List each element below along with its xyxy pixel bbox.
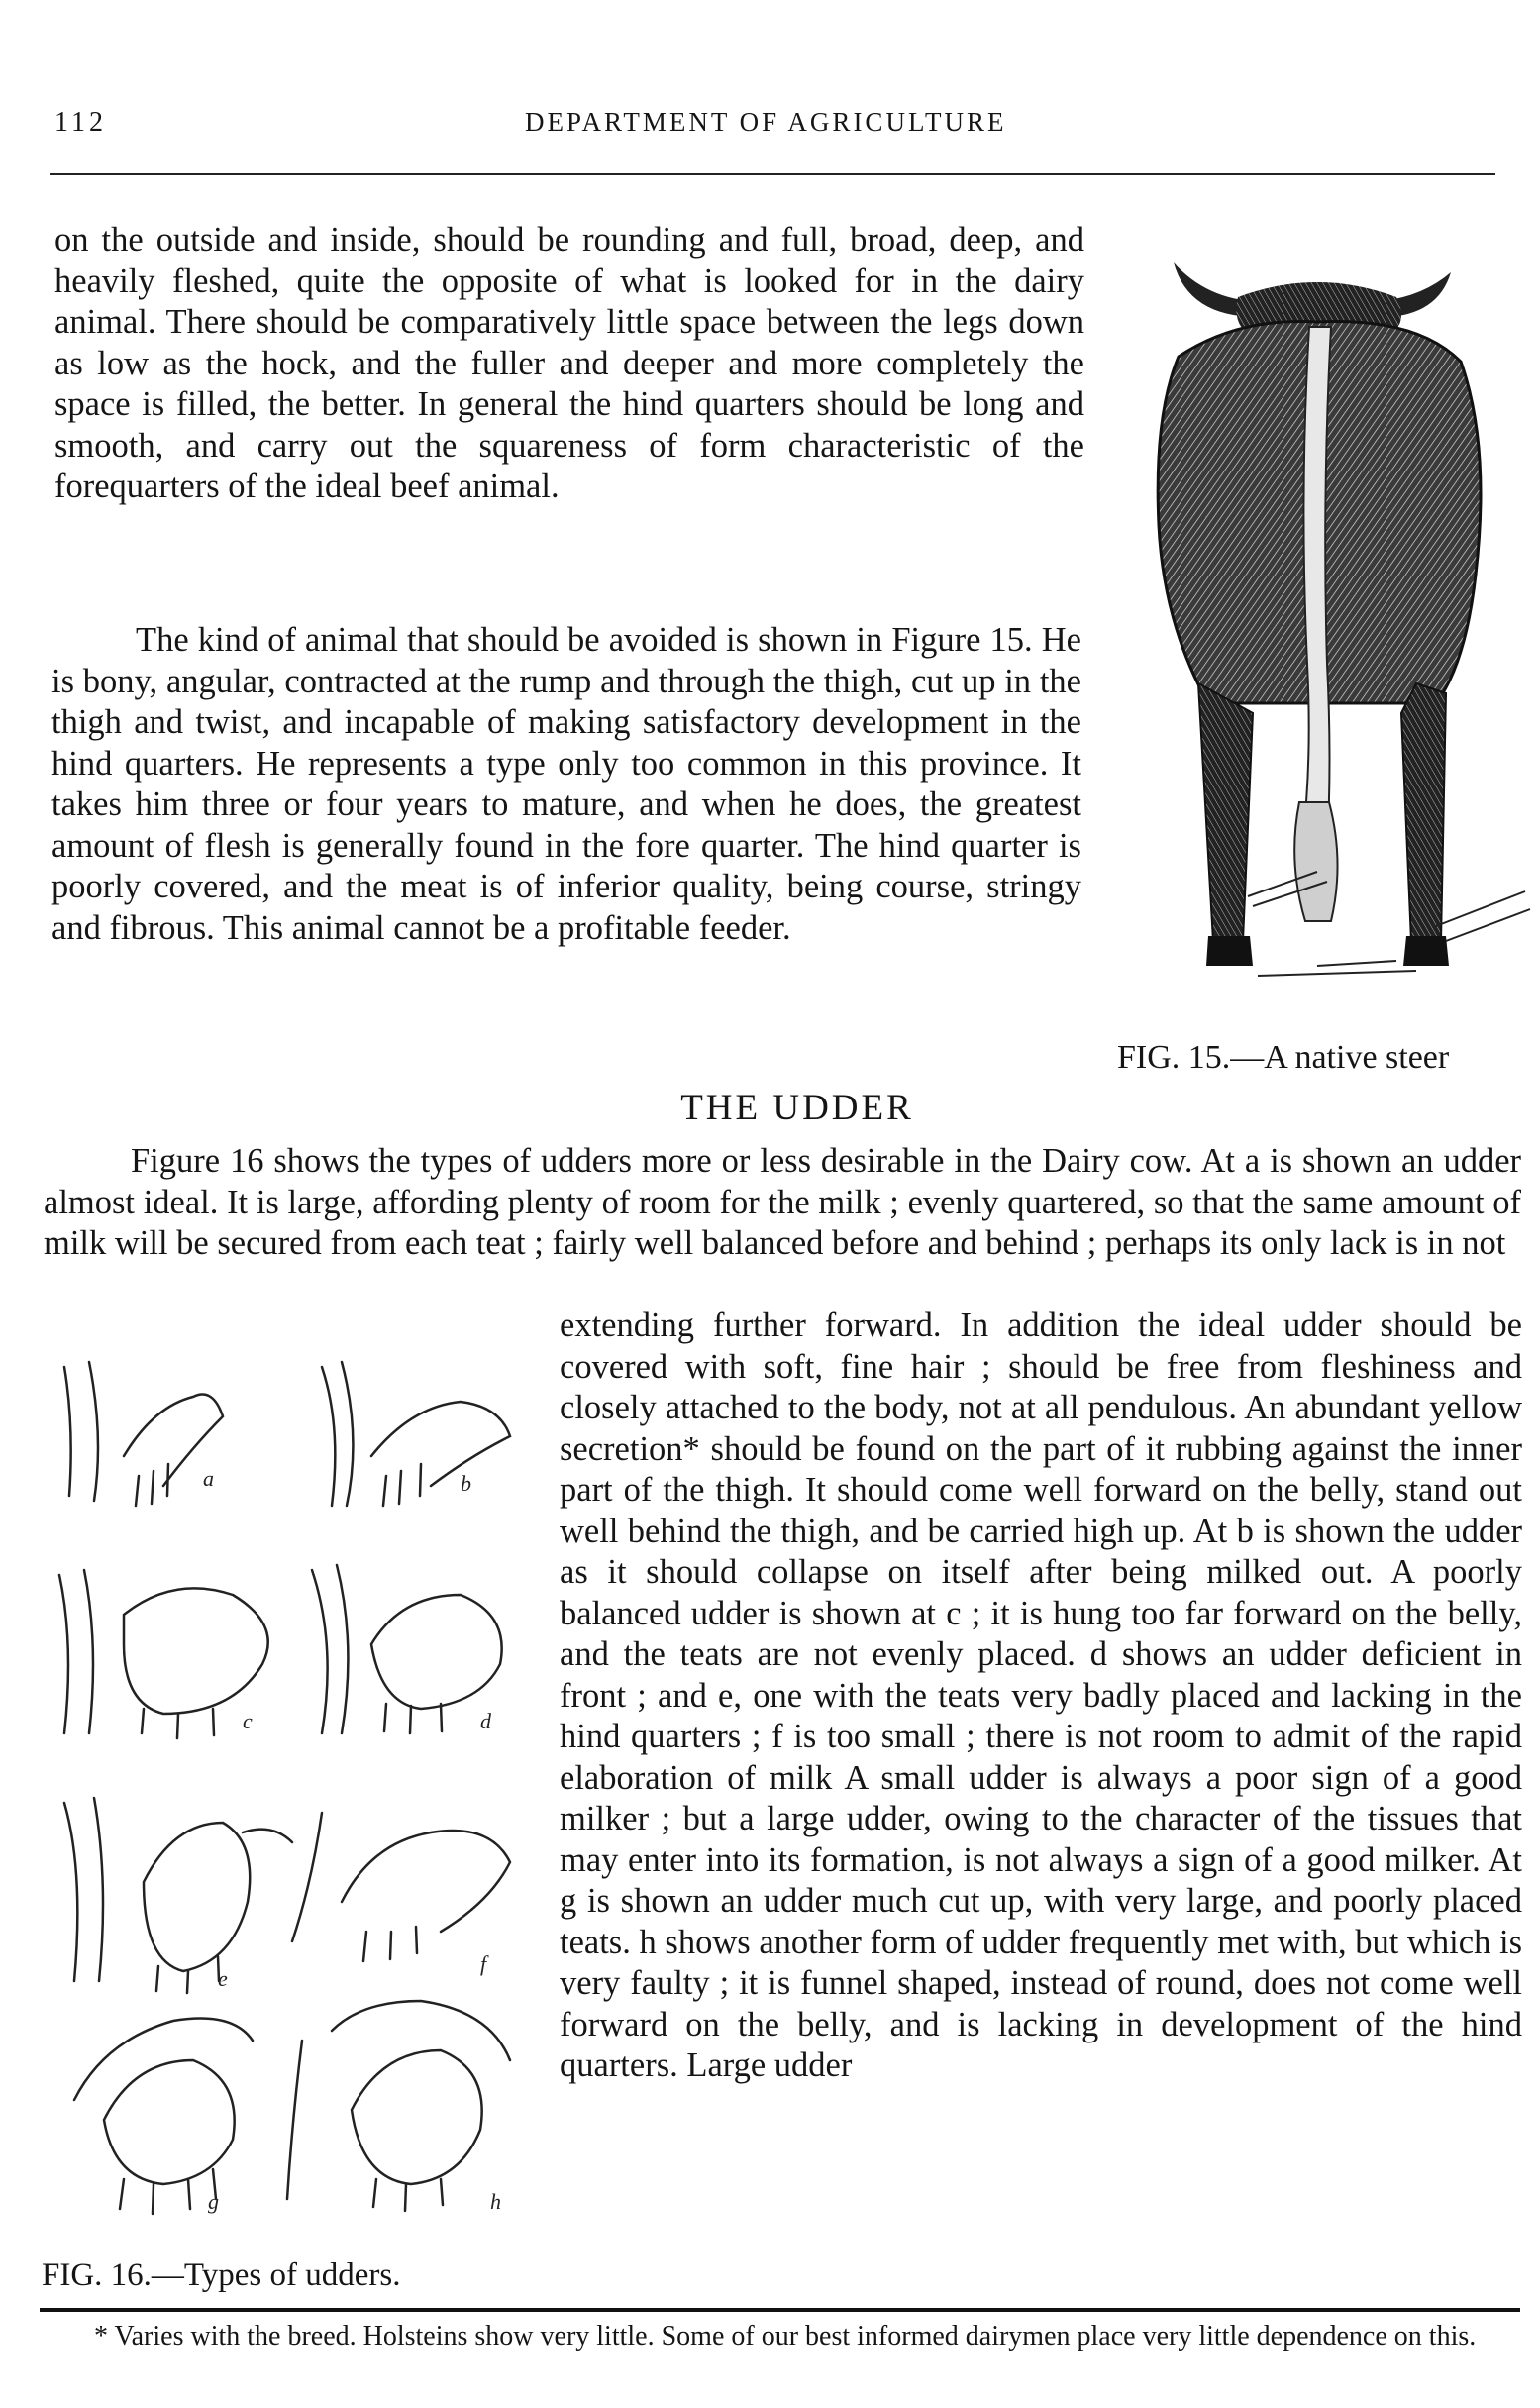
figure-16-letter-g: g xyxy=(208,2189,219,2214)
figure-16-letter-a: a xyxy=(203,1466,214,1491)
udder-sketch-b xyxy=(322,1362,510,1506)
udder-sketch-d xyxy=(312,1565,502,1733)
udder-sketch-g xyxy=(74,2019,253,2215)
page-number: 112 xyxy=(54,107,107,138)
paragraph-2: The kind of animal that should be avoided is shown in Figure 15. He is bony, angular, contracted at the rump and through the thigh, cut up in the thigh and twist, and incapable of making satisfactory development in the hind quarters. He represents a type only too common in this province. It takes him three or four years to mature, and when he does, the greatest amount of flesh is generally found in the fore quarter. The hind quarter is poorly covered, and the meat is of inferior quality, being course, stringy and fibrous. This animal cannot be a profitable feeder. xyxy=(51,621,1081,947)
figure-16-letter-d: d xyxy=(480,1709,491,1733)
footnote: * Varies with the breed. Holsteins show very little. Some of our best informed dairymen place very little dependence on this. xyxy=(94,2321,1477,2352)
figure-16-udders-illustration xyxy=(45,1347,550,2229)
udder-sketch-c xyxy=(59,1570,268,1738)
figure-16-letter-c: c xyxy=(243,1709,253,1733)
udder-sketch-e xyxy=(64,1798,292,1993)
figure-15-caption: FIG. 15.—A native steer xyxy=(1117,1039,1450,1076)
header-rule xyxy=(50,173,1495,175)
paragraph-3: Figure 16 shows the types of udders more or less desirable in the Dairy cow. At a is shown an udder almost ideal. It is large, affording plenty of room for the milk ; evenly quartered, so that the same amount of milk will be secured from each teat ; fairly well balanced before and behind ; perhaps its only lack is in not xyxy=(44,1142,1521,1262)
udder-sketch-h xyxy=(287,2001,510,2211)
paragraph-4: extending further forward. In addition the ideal udder should be covered with soft, fine hair ; should be free from fleshiness and closely attached to the body, not at all pendulous. An abundant yellow secretion* should be found on the part of it rubbing against the inner part of the thigh. It should come well forward on the belly, stand out well behind the thigh, and be carried high up. At b is shown the udder as it should collapse on itself after being milked out. A poorly balanced udder is shown at c ; it is hung too far forward on the belly, and the teats are not evenly placed. d shows an udder deficient in front ; and e, one with the teats very badly placed and lacking in the hind quarters ; f is too small ; there is not room to admit of the rapid elaboration of milk A small udder is always a poor sign of a good milker ; but a large udder, owing to the character of the tissues that may enter into its formation, is not always a sign of a good milker. At g is shown an udder much cut up, with very large, and poorly placed teats. h shows another form of udder frequently met with, but which is very faulty ; it is funnel shaped, instead of round, does not come well forward on the belly, and is lacking in development of the hind quarters. Large udder xyxy=(560,1307,1522,2084)
figure-16-letter-f: f xyxy=(480,1951,487,1976)
page-header xyxy=(54,99,1495,149)
udder-sketch-f xyxy=(292,1813,510,1961)
figure-16-letter-h: h xyxy=(490,2189,501,2214)
running-head: DEPARTMENT OF AGRICULTURE xyxy=(525,107,1007,137)
udder-sketch-a xyxy=(64,1362,223,1506)
figure-16-letter-b: b xyxy=(461,1471,471,1496)
paragraph-1: on the outside and inside, should be rounding and full, broad, deep, and heavily fleshed, quite the opposite of what is looked for in the dairy animal. There should be comparatively little space between the legs down as low as the hock, and the fuller and deeper and more completely the space is filled, the better. In general the hind quarters should be long and smooth, and carry out the squareness of form characteristic of the forequarters of the ideal beef animal. xyxy=(54,221,1084,505)
figure-16-caption: FIG. 16.—Types of udders. xyxy=(42,2257,401,2293)
section-title: THE UDDER xyxy=(680,1088,914,1128)
figure-16-letter-e: e xyxy=(218,1966,228,1991)
figure-15-steer-illustration xyxy=(1119,248,1535,1010)
footnote-rule xyxy=(40,2308,1520,2312)
